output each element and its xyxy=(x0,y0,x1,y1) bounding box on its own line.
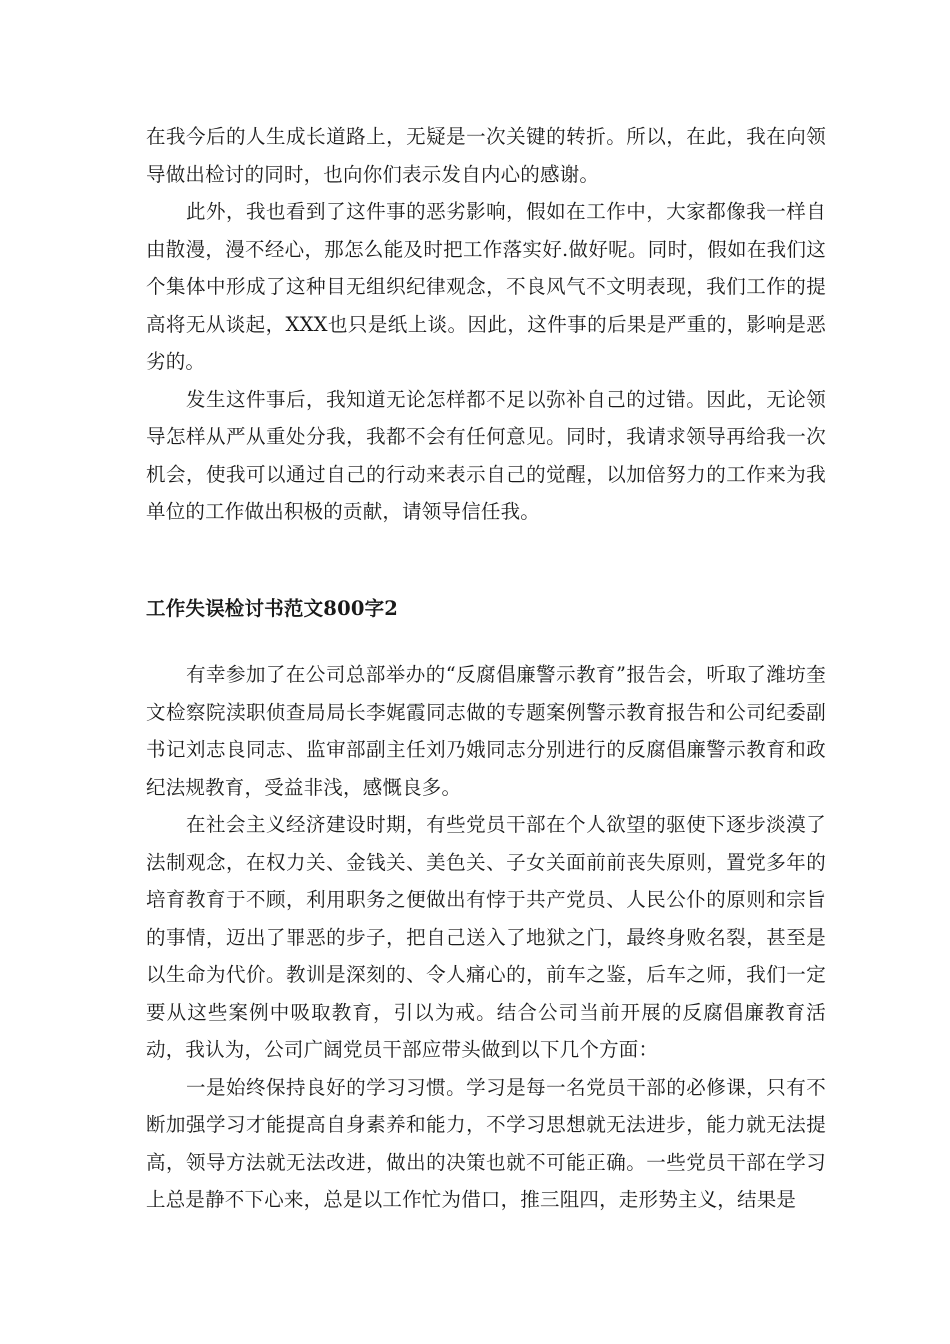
section-1 xyxy=(146,118,826,531)
section-2 xyxy=(146,656,826,1219)
paragraph-consequences: 此外，我也看到了这件事的恶劣影响，假如在工作中，大家都像我一样自由散漫，漫不经心，那怎么能及时把工作落实好.做好呢。同时，假如在我们这个集体中形成了这种目无组织纪律观念，不良风气不文明表现，我们工作的提高将无从谈起，XXX也只是纸上谈。因此，这件事的后果是严重的，影响是恶劣的。 xyxy=(146,200,826,373)
paragraph-intro: 有幸参加了在公司总部举办的“反腐倡廉警示教育”报告会，听取了潍坊奎文检察院渎职侦查局局长李娓霞同志做的专题案例警示教育报告和公司纪委副书记刘志良同志、监审部副主任刘乃娥同志分别进行的反腐倡廉警示教育和政纪法规教育，受益非浅，感慨良多。 xyxy=(146,663,826,799)
paragraph-point-one: 一是始终保持良好的学习习惯。学习是每一名党员干部的必修课，只有不断加强学习才能提高自身素养和能力，不学习思想就无法进步，能力就无法提高，领导方法就无法改进，做出的决策也就不可能正确。一些党员干部在学习上总是静不下心来，总是以工作忙为借口，推三阻四，走形势主义，结果是 xyxy=(146,1075,826,1211)
paragraph-request: 发生这件事后，我知道无论怎样都不足以弥补自己的过错。因此，无论领导怎样从严从重处分我，我都不会有任何意见。同时，我请求领导再给我一次机会，使我可以通过自己的行动来表示自己的觉醒，以加倍努力的工作来为我单位的工作做出积极的贡献，请领导信任我。 xyxy=(146,387,826,523)
paragraph-lessons: 在社会主义经济建设时期，有些党员干部在个人欲望的驱使下逐步淡漠了法制观念，在权力关、金钱关、美色关、子女关面前前丧失原则，置党多年的培育教育于不顾，利用职务之便做出有悖于共产党员、人民公仆的原则和宗旨的事情，迈出了罪恶的步子，把自己送入了地狱之门，最终身败名裂，甚至是以生命为代价。教训是深刻的、令人痛心的，前车之鉴，后车之师，我们一定要从这些案例中吸取教育，引以为戒。结合公司当前开展的反腐倡廉教育活动，我认为，公司广阔党员干部应带头做到以下几个方面： xyxy=(146,813,826,1061)
section-2-title-block xyxy=(146,590,826,628)
paragraph-continuation: 在我今后的人生成长道路上，无疑是一次关键的转折。所以，在此，我在向领导做出检讨的同时，也向你们表示发自内心的感谢。 xyxy=(146,125,826,186)
section-heading: 工作失误检讨书范文800字2 xyxy=(146,597,399,620)
